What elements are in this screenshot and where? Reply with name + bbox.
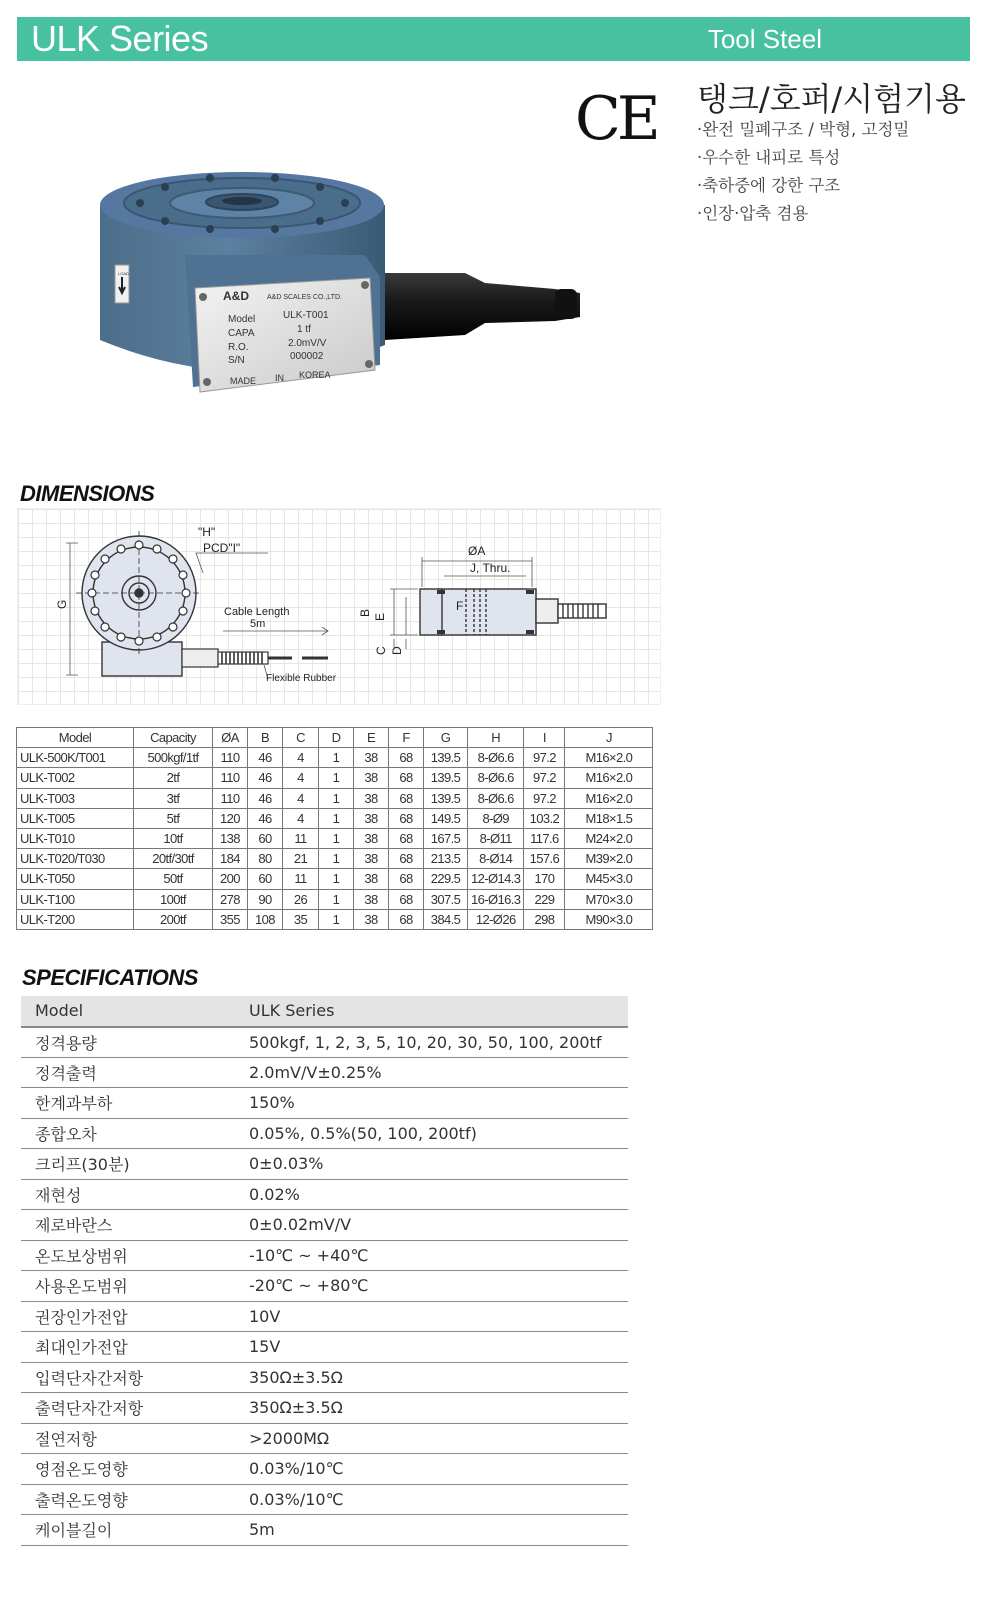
table-cell: 68 (389, 788, 424, 808)
label-flexible-rubber: Flexible Rubber (266, 673, 337, 684)
table-cell: 60 (248, 828, 283, 848)
table-cell: M16×2.0 (565, 748, 653, 768)
spec-row (21, 1088, 628, 1119)
table-cell: 20tf/30tf (134, 849, 213, 869)
feature-item: ·완전 밀폐구조 / 박형, 고정밀 (697, 120, 910, 139)
cable-end-icon (555, 289, 577, 319)
dimensions-table-body (17, 748, 653, 930)
table-cell: 38 (354, 909, 389, 929)
table-cell: 138 (213, 828, 248, 848)
table-cell: 8-Ø9 (468, 808, 524, 828)
table-cell: 1 (319, 889, 354, 909)
table-cell: 68 (389, 808, 424, 828)
table-cell: 120 (213, 808, 248, 828)
spec-key: 절연저항 (21, 1423, 233, 1454)
table-cell: 4 (283, 788, 319, 808)
table-cell: 229.5 (424, 869, 468, 889)
spec-row (21, 1210, 628, 1241)
table-cell: 229 (524, 889, 565, 909)
label-brand: A&D (223, 289, 249, 303)
spec-value: >2000MΩ (233, 1423, 628, 1454)
ce-mark-icon: CE (575, 84, 657, 154)
spec-key: 정격출력 (21, 1057, 233, 1088)
table-cell: ULK-500K/T001 (17, 748, 134, 768)
column-header: B (248, 728, 283, 748)
label-origin: KOREA (299, 370, 331, 380)
table-cell: 8-Ø6.6 (468, 788, 524, 808)
table-cell: 1 (319, 869, 354, 889)
table-cell: 90 (248, 889, 283, 909)
table-cell: 355 (213, 909, 248, 929)
specifications-table (21, 996, 628, 1546)
table-row (17, 869, 653, 889)
table-cell: M16×2.0 (565, 768, 653, 788)
table-cell: ULK-T005 (17, 808, 134, 828)
table-cell: 97.2 (524, 768, 565, 788)
table-cell: ULK-T010 (17, 828, 134, 848)
table-row (17, 788, 653, 808)
table-cell: 10tf (134, 828, 213, 848)
table-cell: 1 (319, 808, 354, 828)
table-cell: 170 (524, 869, 565, 889)
column-header: Capacity (134, 728, 213, 748)
label-value: ULK-T001 (283, 310, 329, 321)
spec-header-key: Model (21, 996, 233, 1027)
table-cell: 35 (283, 909, 319, 929)
table-cell: 38 (354, 788, 389, 808)
label-b: B (358, 608, 372, 617)
spec-key: 권장인가전압 (21, 1301, 233, 1332)
table-cell: 38 (354, 808, 389, 828)
spec-key: 온도보상범위 (21, 1240, 233, 1271)
label-value: 2.0mV/V (288, 338, 327, 349)
table-cell: 16-Ø16.3 (468, 889, 524, 909)
column-header: G (424, 728, 468, 748)
table-cell: 38 (354, 849, 389, 869)
table-cell: 500kgf/1tf (134, 748, 213, 768)
load-cell-product-image (85, 165, 595, 410)
table-cell: 38 (354, 768, 389, 788)
table-cell: 68 (389, 889, 424, 909)
specifications-title: SPECIFICATIONS (22, 965, 198, 990)
dimensions-table-header (17, 728, 653, 748)
label-h: "H" (198, 525, 216, 539)
table-cell: 2tf (134, 768, 213, 788)
column-header: Model (17, 728, 134, 748)
table-cell: 68 (389, 768, 424, 788)
spec-value: 0.02% (233, 1179, 628, 1210)
table-cell: 149.5 (424, 808, 468, 828)
label-pcd: PCD"I" (203, 541, 241, 555)
spec-row (21, 1179, 628, 1210)
table-cell: 298 (524, 909, 565, 929)
column-header: ØA (213, 728, 248, 748)
header-bar (17, 17, 970, 61)
table-header-row (17, 728, 653, 748)
table-cell: 68 (389, 909, 424, 929)
label-key: S/N (228, 355, 245, 366)
spec-key: 출력온도영향 (21, 1484, 233, 1515)
label-origin: MADE (230, 376, 257, 386)
spec-value: -10℃ ~ +40℃ (233, 1240, 628, 1271)
table-cell: 68 (389, 828, 424, 848)
table-cell: 278 (213, 889, 248, 909)
spec-row (21, 1515, 628, 1546)
table-cell: 80 (248, 849, 283, 869)
table-cell: 5tf (134, 808, 213, 828)
table-row (17, 889, 653, 909)
table-cell: 184 (213, 849, 248, 869)
table-cell: 4 (283, 808, 319, 828)
spec-key: 출력단자간저항 (21, 1393, 233, 1424)
table-cell: 68 (389, 869, 424, 889)
spec-value: 0±0.03% (233, 1149, 628, 1180)
spec-value: 0.05%, 0.5%(50, 100, 200tf) (233, 1118, 628, 1149)
spec-row (21, 1332, 628, 1363)
feature-item: ·인장·압축 겸용 (697, 204, 809, 223)
spec-value: 0±0.02mV/V (233, 1210, 628, 1241)
table-row (17, 808, 653, 828)
table-cell: 68 (389, 849, 424, 869)
table-cell: 4 (283, 768, 319, 788)
dimension-drawing-svg (18, 509, 662, 706)
table-cell: 46 (248, 768, 283, 788)
label-key: CAPA (228, 328, 255, 339)
spec-row (21, 1271, 628, 1302)
table-cell: 139.5 (424, 788, 468, 808)
spec-value: 350Ω±3.5Ω (233, 1393, 628, 1424)
spec-value: 2.0mV/V±0.25% (233, 1057, 628, 1088)
label-value: 000002 (290, 351, 324, 362)
table-cell: 11 (283, 869, 319, 889)
table-cell: 200 (213, 869, 248, 889)
table-cell: 46 (248, 808, 283, 828)
spec-key: 제로바란스 (21, 1210, 233, 1241)
table-cell: 38 (354, 889, 389, 909)
dimension-drawing (17, 508, 661, 705)
label-origin: IN (275, 373, 284, 383)
spec-row (21, 1454, 628, 1485)
spec-key: 최대인가전압 (21, 1332, 233, 1363)
label-f: F (456, 599, 464, 613)
spec-row (21, 1362, 628, 1393)
table-cell: 46 (248, 748, 283, 768)
spec-key: 재현성 (21, 1179, 233, 1210)
label-key: Model (228, 314, 256, 325)
spec-key: 크리프(30분) (21, 1149, 233, 1180)
table-cell: 213.5 (424, 849, 468, 869)
table-row (17, 748, 653, 768)
table-cell: ULK-T100 (17, 889, 134, 909)
table-cell: 108 (248, 909, 283, 929)
application-title: 탱크/호퍼/시험기용 (697, 80, 966, 118)
table-cell: ULK-T003 (17, 788, 134, 808)
table-cell: 8-Ø11 (468, 828, 524, 848)
table-cell: M16×2.0 (565, 788, 653, 808)
label-key: R.O. (228, 342, 249, 353)
label-d: D (390, 646, 404, 655)
table-cell: 1 (319, 849, 354, 869)
table-row (17, 909, 653, 929)
table-cell: 38 (354, 748, 389, 768)
table-cell: 12-Ø14.3 (468, 869, 524, 889)
table-cell: 110 (213, 748, 248, 768)
spec-key: 한계과부하 (21, 1088, 233, 1119)
table-cell: 68 (389, 748, 424, 768)
table-cell: ULK-T002 (17, 768, 134, 788)
table-cell: 167.5 (424, 828, 468, 848)
spec-key: 영점온도영향 (21, 1454, 233, 1485)
column-header: D (319, 728, 354, 748)
spec-value: 500kgf, 1, 2, 3, 5, 10, 20, 30, 50, 100, 200tf (233, 1027, 628, 1058)
label-c: C (374, 646, 388, 655)
table-cell: 1 (319, 909, 354, 929)
label-j-thru: J, Thru. (470, 561, 511, 575)
spec-key: 케이블길이 (21, 1515, 233, 1546)
table-cell: 384.5 (424, 909, 468, 929)
dimensions-table (16, 727, 653, 930)
table-cell: 21 (283, 849, 319, 869)
spec-value: 0.03%/10℃ (233, 1484, 628, 1515)
label-cable-value: 5m (250, 618, 266, 630)
spec-value: 10V (233, 1301, 628, 1332)
spec-key: 정격용량 (21, 1027, 233, 1058)
table-cell: 8-Ø14 (468, 849, 524, 869)
spec-value: 150% (233, 1088, 628, 1119)
dimensions-title: DIMENSIONS (20, 481, 155, 506)
feature-list (697, 119, 909, 231)
table-cell: 60 (248, 869, 283, 889)
spec-value: -20℃ ~ +80℃ (233, 1271, 628, 1302)
table-cell: 38 (354, 869, 389, 889)
table-cell: 110 (213, 768, 248, 788)
spec-key: 사용온도범위 (21, 1271, 233, 1302)
table-cell: 307.5 (424, 889, 468, 909)
table-cell: 1 (319, 768, 354, 788)
table-cell: ULK-T020/T030 (17, 849, 134, 869)
table-cell: 3tf (134, 788, 213, 808)
table-cell: 110 (213, 788, 248, 808)
spec-row (21, 1484, 628, 1515)
table-cell: 103.2 (524, 808, 565, 828)
column-header: I (524, 728, 565, 748)
table-cell: 200tf (134, 909, 213, 929)
table-cell: 8-Ø6.6 (468, 768, 524, 788)
spec-row (21, 1393, 628, 1424)
material-label: Tool Steel (707, 24, 822, 54)
table-cell: 8-Ø6.6 (468, 748, 524, 768)
label-g: G (55, 599, 69, 609)
column-header: C (283, 728, 319, 748)
table-row (17, 849, 653, 869)
spec-value: 0.03%/10℃ (233, 1454, 628, 1485)
table-cell: ULK-T050 (17, 869, 134, 889)
spec-value: 15V (233, 1332, 628, 1363)
spec-key: 입력단자간저항 (21, 1362, 233, 1393)
label-e: E (373, 612, 387, 621)
spec-row (21, 1057, 628, 1088)
spec-row (21, 1149, 628, 1180)
table-row (17, 828, 653, 848)
table-cell: 117.6 (524, 828, 565, 848)
spec-row (21, 1301, 628, 1332)
table-cell: 1 (319, 828, 354, 848)
feature-item: ·축하중에 강한 구조 (697, 176, 841, 195)
table-cell: 139.5 (424, 748, 468, 768)
spec-row (21, 1027, 628, 1058)
spec-row (21, 1423, 628, 1454)
spec-key: 종합오차 (21, 1118, 233, 1149)
table-cell: 1 (319, 748, 354, 768)
table-cell: M70×3.0 (565, 889, 653, 909)
table-cell: 26 (283, 889, 319, 909)
table-cell: M90×3.0 (565, 909, 653, 929)
table-cell: 4 (283, 748, 319, 768)
table-cell: 12-Ø26 (468, 909, 524, 929)
label-oa: ØA (468, 544, 486, 558)
table-cell: 46 (248, 788, 283, 808)
table-cell: 11 (283, 828, 319, 848)
column-header: F (389, 728, 424, 748)
label-cable-length: Cable Length (224, 606, 290, 618)
label-side-tag: LOAD (118, 271, 129, 276)
table-cell: ULK-T200 (17, 909, 134, 929)
table-cell: 97.2 (524, 788, 565, 808)
table-cell: M24×2.0 (565, 828, 653, 848)
spec-header-row (21, 996, 628, 1027)
feature-item: ·우수한 내피로 특성 (697, 148, 841, 167)
table-cell: 139.5 (424, 768, 468, 788)
spec-header-value: ULK Series (233, 996, 628, 1027)
table-cell: M18×1.5 (565, 808, 653, 828)
table-cell: M45×3.0 (565, 869, 653, 889)
column-header: H (468, 728, 524, 748)
spec-row (21, 1118, 628, 1149)
table-cell: 1 (319, 788, 354, 808)
table-cell: 157.6 (524, 849, 565, 869)
label-company: A&D SCALES CO.,LTD. (267, 294, 342, 301)
table-cell: 97.2 (524, 748, 565, 768)
table-cell: 38 (354, 828, 389, 848)
spec-row (21, 1240, 628, 1271)
table-cell: M39×2.0 (565, 849, 653, 869)
column-header: J (565, 728, 653, 748)
table-cell: 50tf (134, 869, 213, 889)
table-row (17, 768, 653, 788)
spec-value: 5m (233, 1515, 628, 1546)
column-header: E (354, 728, 389, 748)
label-value: 1 tf (297, 324, 311, 335)
spec-value: 350Ω±3.5Ω (233, 1362, 628, 1393)
series-title: ULK Series (31, 18, 209, 59)
table-cell: 100tf (134, 889, 213, 909)
